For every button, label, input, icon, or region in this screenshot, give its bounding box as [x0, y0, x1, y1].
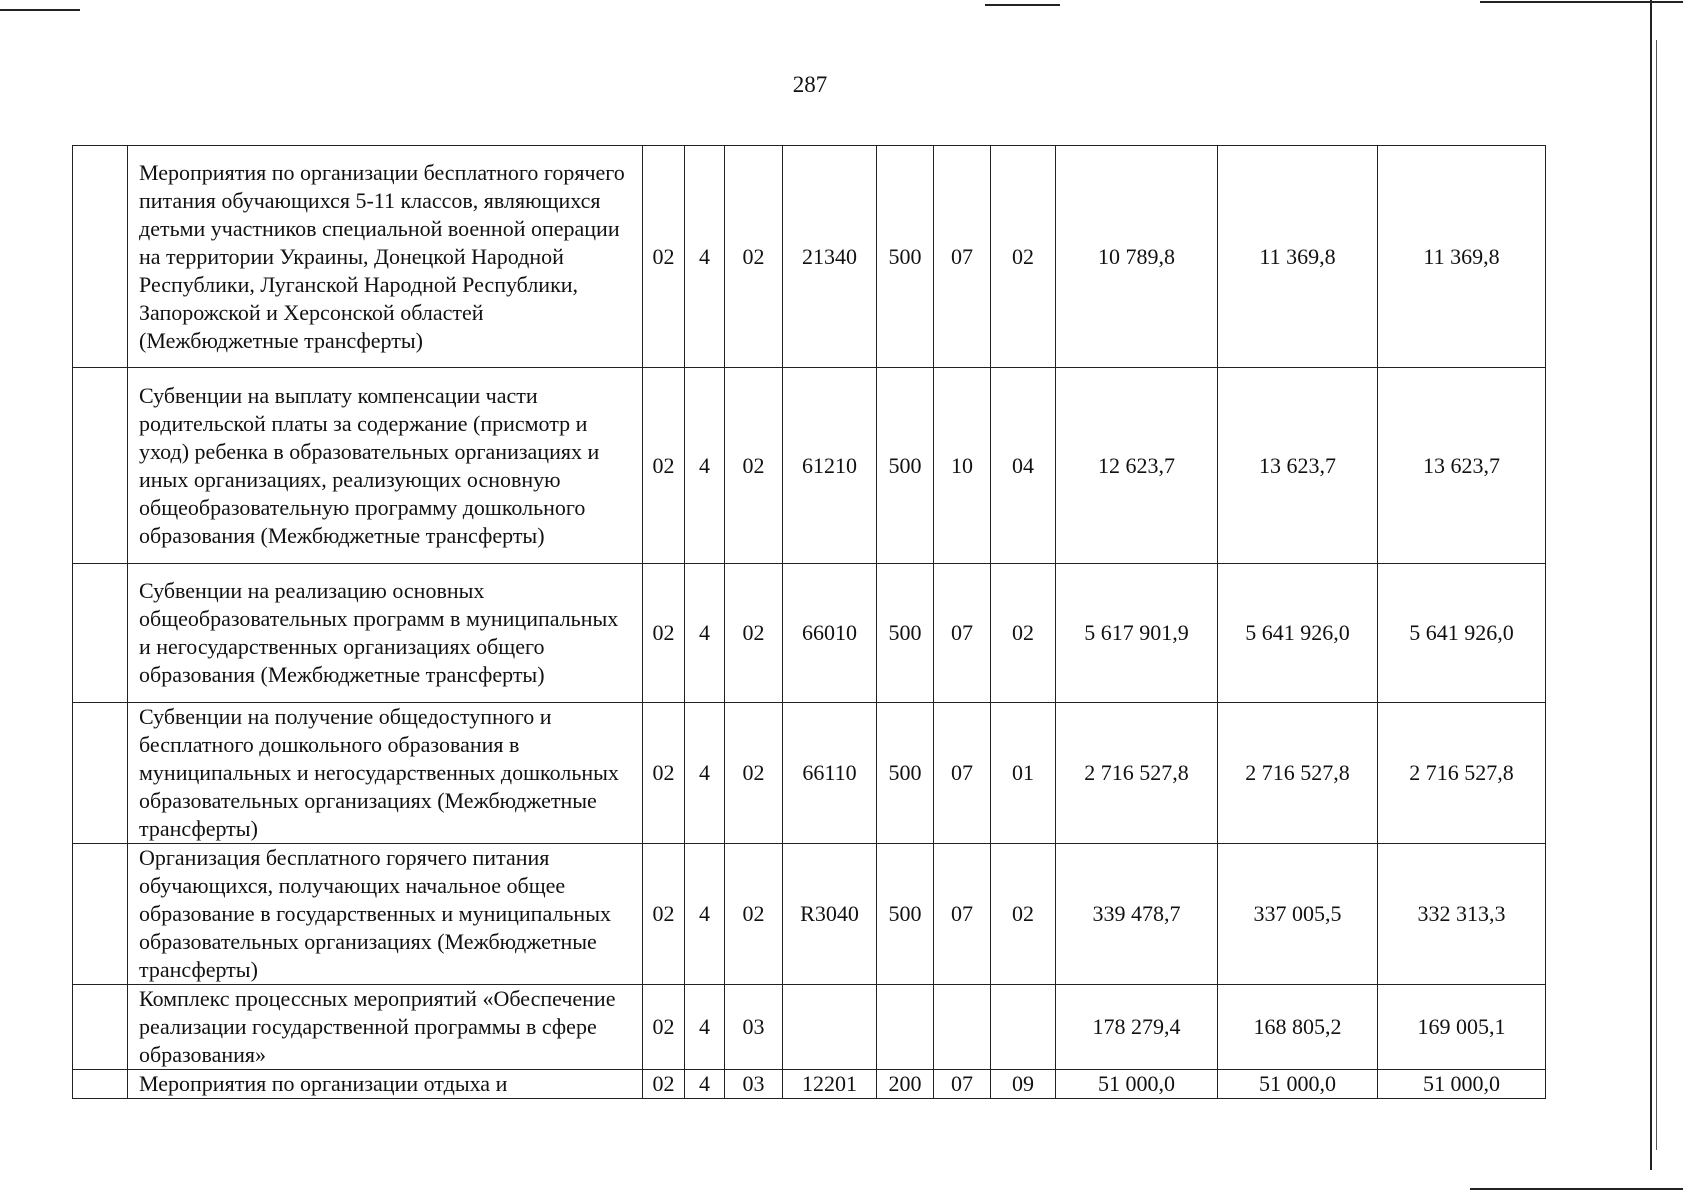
code-cell: 66010 [783, 564, 877, 703]
code-cell: 4 [685, 985, 725, 1070]
code-cell: 21340 [783, 146, 877, 368]
amount-cell: 337 005,5 [1218, 844, 1378, 985]
code-cell: 07 [934, 703, 991, 844]
code-cell: 02 [725, 703, 783, 844]
code-cell: 02 [725, 368, 783, 564]
row-name: Субвенции на выплату компенсации части родительской платы за содержание (присмотр и уход) ребенка в образовательных организациях и иных организациях, реализующих основную общеобразовательную программу дошкольного образования (Межбюджетные трансферты) [128, 368, 643, 564]
amount-cell: 5 641 926,0 [1378, 564, 1546, 703]
code-cell: 02 [643, 146, 685, 368]
code-cell: 4 [685, 368, 725, 564]
code-cell: 04 [991, 368, 1056, 564]
scan-edge-line-top-center [985, 4, 1060, 6]
amount-cell: 11 369,8 [1218, 146, 1378, 368]
amount-cell: 51 000,0 [1218, 1070, 1378, 1099]
code-cell [877, 985, 934, 1070]
code-cell: 500 [877, 368, 934, 564]
amount-cell: 178 279,4 [1056, 985, 1218, 1070]
amount-cell: 2 716 527,8 [1056, 703, 1218, 844]
row-name: Мероприятия по организации отдыха и [128, 1070, 643, 1099]
code-cell: 500 [877, 703, 934, 844]
code-cell: 07 [934, 844, 991, 985]
amount-cell: 10 789,8 [1056, 146, 1218, 368]
scan-edge-line-bottom-right [1470, 1188, 1683, 1190]
code-cell: 4 [685, 844, 725, 985]
scan-edge-line-top-left [0, 9, 80, 11]
code-cell: R3040 [783, 844, 877, 985]
code-cell: 02 [991, 564, 1056, 703]
code-cell: 02 [725, 564, 783, 703]
code-cell [783, 985, 877, 1070]
code-cell: 01 [991, 703, 1056, 844]
amount-cell: 51 000,0 [1056, 1070, 1218, 1099]
code-cell: 07 [934, 1070, 991, 1099]
scan-edge-line-right [1650, 0, 1652, 1170]
amount-cell: 12 623,7 [1056, 368, 1218, 564]
row-empty-cell [73, 146, 128, 368]
scan-edge-line-top-right [1480, 1, 1683, 3]
amount-cell: 2 716 527,8 [1218, 703, 1378, 844]
code-cell: 10 [934, 368, 991, 564]
code-cell: 500 [877, 146, 934, 368]
code-cell: 02 [643, 564, 685, 703]
amount-cell: 13 623,7 [1378, 368, 1546, 564]
code-cell: 500 [877, 844, 934, 985]
code-cell: 02 [991, 844, 1056, 985]
code-cell: 07 [934, 146, 991, 368]
table-row [73, 146, 1546, 368]
code-cell: 500 [877, 564, 934, 703]
code-cell: 02 [643, 1070, 685, 1099]
amount-cell: 169 005,1 [1378, 985, 1546, 1070]
budget-table [72, 145, 1546, 1099]
code-cell: 66110 [783, 703, 877, 844]
amount-cell: 11 369,8 [1378, 146, 1546, 368]
table-row [73, 844, 1546, 985]
row-name: Субвенции на получение общедоступного и бесплатного дошкольного образования в муниципальных и негосударственных дошкольных образовательных организациях (Межбюджетные трансферты) [128, 703, 643, 844]
amount-cell: 13 623,7 [1218, 368, 1378, 564]
row-empty-cell [73, 1070, 128, 1099]
amount-cell: 2 716 527,8 [1378, 703, 1546, 844]
row-name: Субвенции на реализацию основных общеобразовательных программ в муниципальных и негосударственных организациях общего образования (Межбюджетные трансферты) [128, 564, 643, 703]
code-cell: 4 [685, 146, 725, 368]
row-empty-cell [73, 985, 128, 1070]
row-name: Мероприятия по организации бесплатного горячего питания обучающихся 5-11 классов, являющихся детьми участников специальной военной операции на территории Украины, Донецкой Народной Республики, Луганской Народной Республики, Запорожской и Херсонской областей (Межбюджетные трансферты) [128, 146, 643, 368]
scan-edge-line-right-inner [1656, 40, 1657, 1150]
code-cell: 4 [685, 1070, 725, 1099]
amount-cell: 5 641 926,0 [1218, 564, 1378, 703]
code-cell [991, 985, 1056, 1070]
amount-cell: 5 617 901,9 [1056, 564, 1218, 703]
amount-cell: 332 313,3 [1378, 844, 1546, 985]
row-empty-cell [73, 844, 128, 985]
code-cell: 02 [643, 844, 685, 985]
table-row [73, 564, 1546, 703]
row-empty-cell [73, 703, 128, 844]
code-cell: 02 [725, 844, 783, 985]
code-cell: 4 [685, 564, 725, 703]
row-empty-cell [73, 564, 128, 703]
code-cell: 02 [643, 985, 685, 1070]
code-cell: 03 [725, 1070, 783, 1099]
code-cell: 4 [685, 703, 725, 844]
page-number: 287 [792, 72, 828, 97]
code-cell: 61210 [783, 368, 877, 564]
code-cell: 02 [643, 368, 685, 564]
code-cell: 03 [725, 985, 783, 1070]
table-row [73, 1070, 1546, 1099]
table-row [73, 703, 1546, 844]
code-cell: 02 [643, 703, 685, 844]
row-name: Организация бесплатного горячего питания обучающихся, получающих начальное общее образование в государственных и муниципальных образовательных организациях (Межбюджетные трансферты) [128, 844, 643, 985]
code-cell: 07 [934, 564, 991, 703]
table-row [73, 985, 1546, 1070]
code-cell: 200 [877, 1070, 934, 1099]
code-cell: 12201 [783, 1070, 877, 1099]
row-empty-cell [73, 368, 128, 564]
amount-cell: 51 000,0 [1378, 1070, 1546, 1099]
row-name: Комплекс процессных мероприятий «Обеспечение реализации государственной программы в сфере образования» [128, 985, 643, 1070]
code-cell [934, 985, 991, 1070]
table-row [73, 368, 1546, 564]
amount-cell: 168 805,2 [1218, 985, 1378, 1070]
code-cell: 02 [991, 146, 1056, 368]
code-cell: 02 [725, 146, 783, 368]
amount-cell: 339 478,7 [1056, 844, 1218, 985]
code-cell: 09 [991, 1070, 1056, 1099]
